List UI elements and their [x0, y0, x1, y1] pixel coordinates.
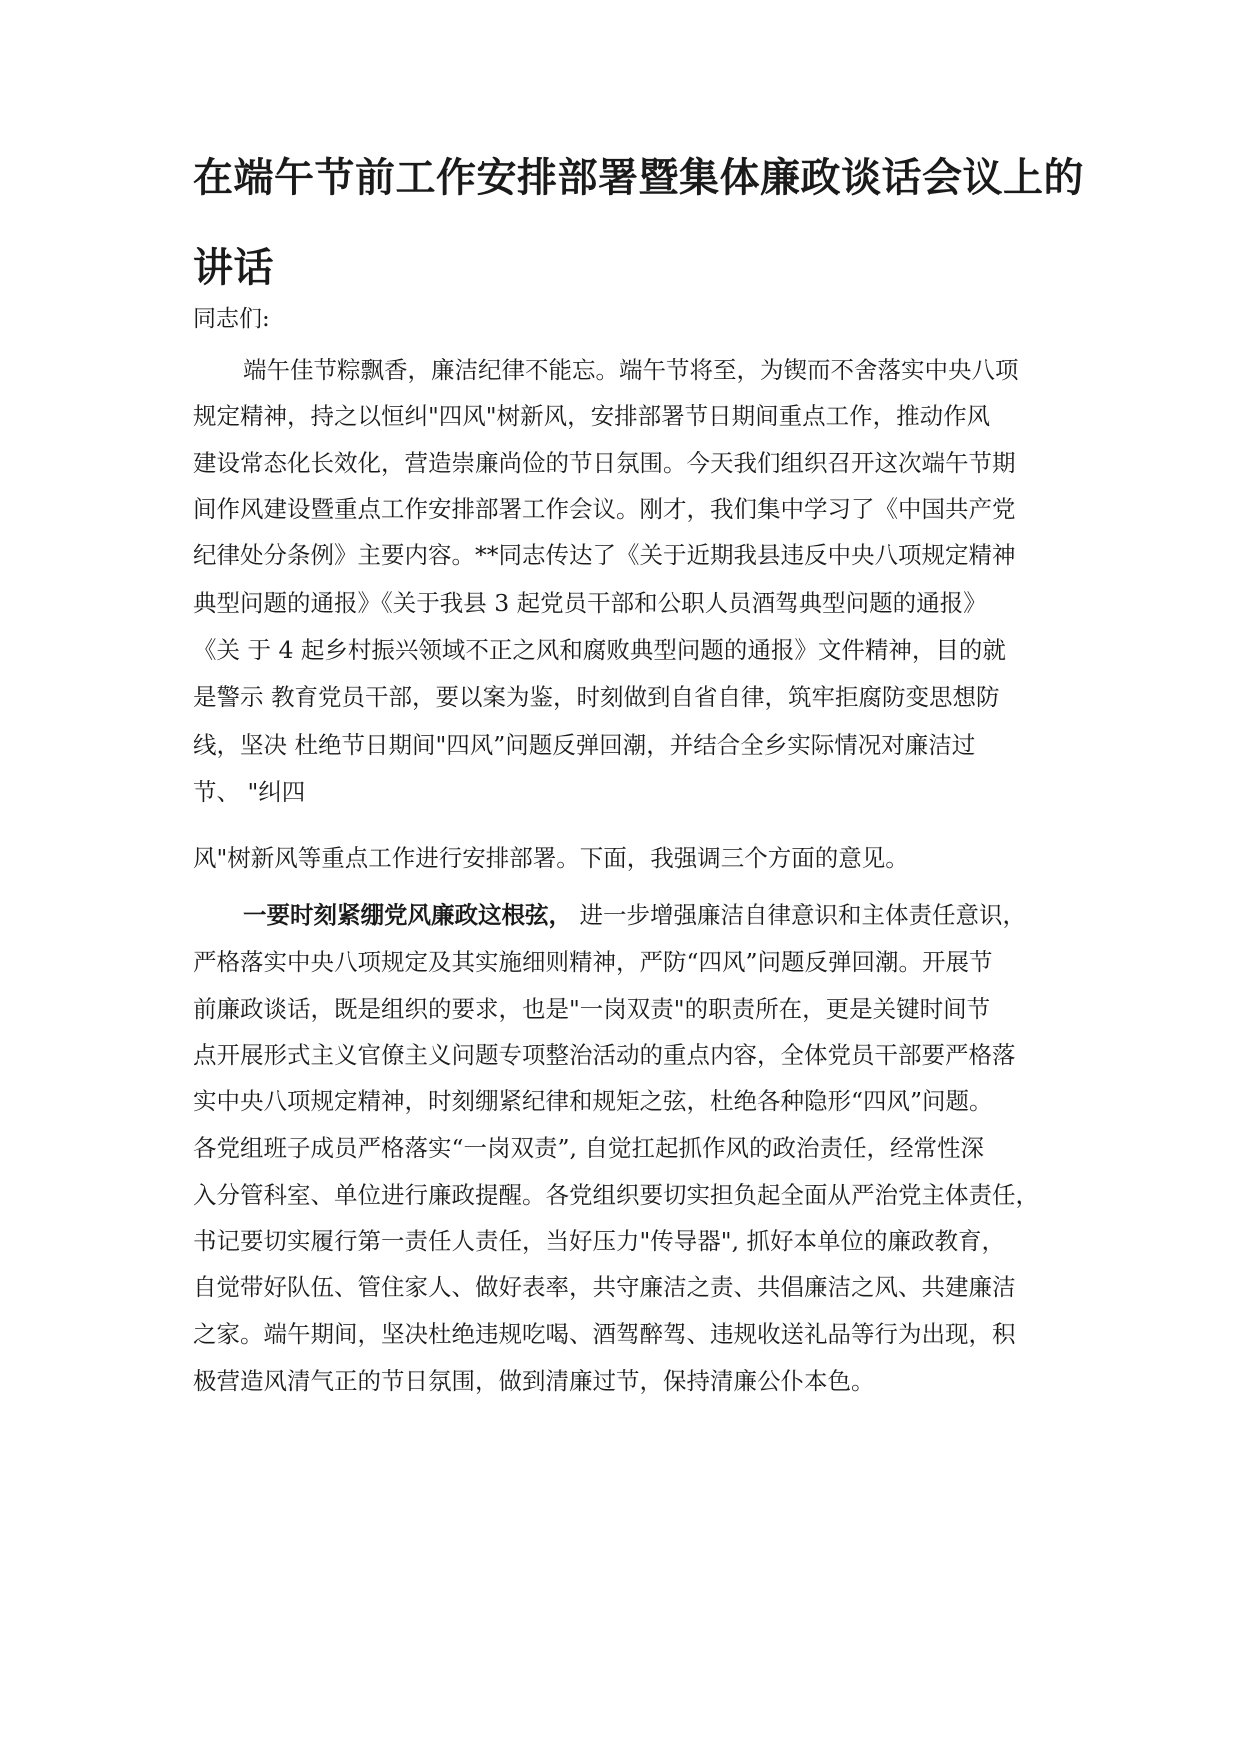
paragraph-2-line-8: 书记要切实履行第一责任人责任，当好压力"传导器", 抓好本单位的廉政教育， — [193, 1227, 1006, 1255]
paragraph-1-line-2: 规定精神，持之以恒纠"四风"树新风，安排部署节日期间重点工作，推动作风 — [193, 402, 991, 430]
document-title-line-2: 讲话 — [193, 245, 274, 291]
paragraph-1-line-1: 端午佳节粽飘香，廉洁纪律不能忘。端午节将至，为锲而不舍落实中央八项 — [243, 356, 1019, 384]
paragraph-1-line-8: 是警示 教育党员干部，要以案为鉴，时刻做到自省自律，筑牢拒腐防变思想防 — [193, 683, 1000, 711]
paragraph-2-line-5: 实中央八项规定精神，时刻绷紧纪律和规矩之弦，杜绝各种隐形“四风”问题。 — [193, 1087, 993, 1115]
paragraph-1-line-3: 建设常态化长效化，营造崇廉尚俭的节日氛围。今天我们组织召开这次端午节期 — [193, 449, 1016, 477]
paragraph-1-line-4: 间作风建设暨重点工作安排部署工作会议。刚才，我们集中学习了《中国共产党 — [193, 495, 1016, 523]
paragraph-2-line-1-rest: 进一步增强廉洁自律意识和主体责任意识， — [572, 901, 1026, 929]
salutation: 同志们: — [193, 306, 270, 332]
paragraph-1-line-10: 节、 "纠四 — [193, 778, 306, 806]
paragraph-2-line-7: 入分管科室、单位进行廉政提醒。各党组织要切实担负起全面从严治党主体责任， — [193, 1181, 1039, 1209]
paragraph-2-line-9: 自觉带好队伍、管住家人、做好表率，共守廉洁之责、共倡廉洁之风、共建廉洁 — [193, 1273, 1016, 1301]
paragraph-2-line-4: 点开展形式主义官僚主义问题专项整治活动的重点内容，全体党员干部要严格落 — [193, 1041, 1016, 1069]
paragraph-1-line-7: 《关 于 4 起乡村振兴领域不正之风和腐败典型问题的通报》文件精神，目的就 — [193, 636, 1006, 664]
document-title-line-1: 在端午节前工作安排部署暨集体廉政谈话会议上的 — [193, 155, 1084, 201]
paragraph-2-line-2: 严格落实中央八项规定及其实施细则精神，严防“四风”问题反弹回潮。开展节 — [193, 948, 993, 976]
paragraph-2-line-3: 前廉政谈话，既是组织的要求，也是"一岗双责"的职责所在，更是关键时间节 — [193, 995, 991, 1023]
paragraph-2-bold-lead: 一要时刻紧绷党风廉政这根弦， — [243, 901, 572, 929]
paragraph-1-line-5: 纪律处分条例》主要内容。**同志传达了《关于近期我县违反中央八项规定精神 — [193, 541, 1016, 569]
paragraph-2-line-11: 极营造风清气正的节日氛围，做到清廉过节，保持清廉公仆本色。 — [193, 1367, 875, 1395]
paragraph-1-line-9: 线，坚决 杜绝节日期间"四风”问题反弹回潮，并结合全乡实际情况对廉洁过 — [193, 731, 976, 759]
paragraph-2-line-1 — [243, 900, 1026, 930]
paragraph-1-line-6: 典型问题的通报》《关于我县 3 起党员干部和公职人员酒驾典型问题的通报》 — [193, 589, 987, 617]
paragraph-2-line-10: 之家。端午期间，坚决杜绝违规吃喝、酒驾醉驾、违规收送礼品等行为出现，积 — [193, 1320, 1016, 1348]
paragraph-2-line-6: 各党组班子成员严格落实“一岗双责”, 自觉扛起抓作风的政治责任，经常性深 — [193, 1134, 984, 1162]
paragraph-1-line-11: 风"树新风等重点工作进行安排部署。下面，我强调三个方面的意见。 — [193, 844, 909, 872]
